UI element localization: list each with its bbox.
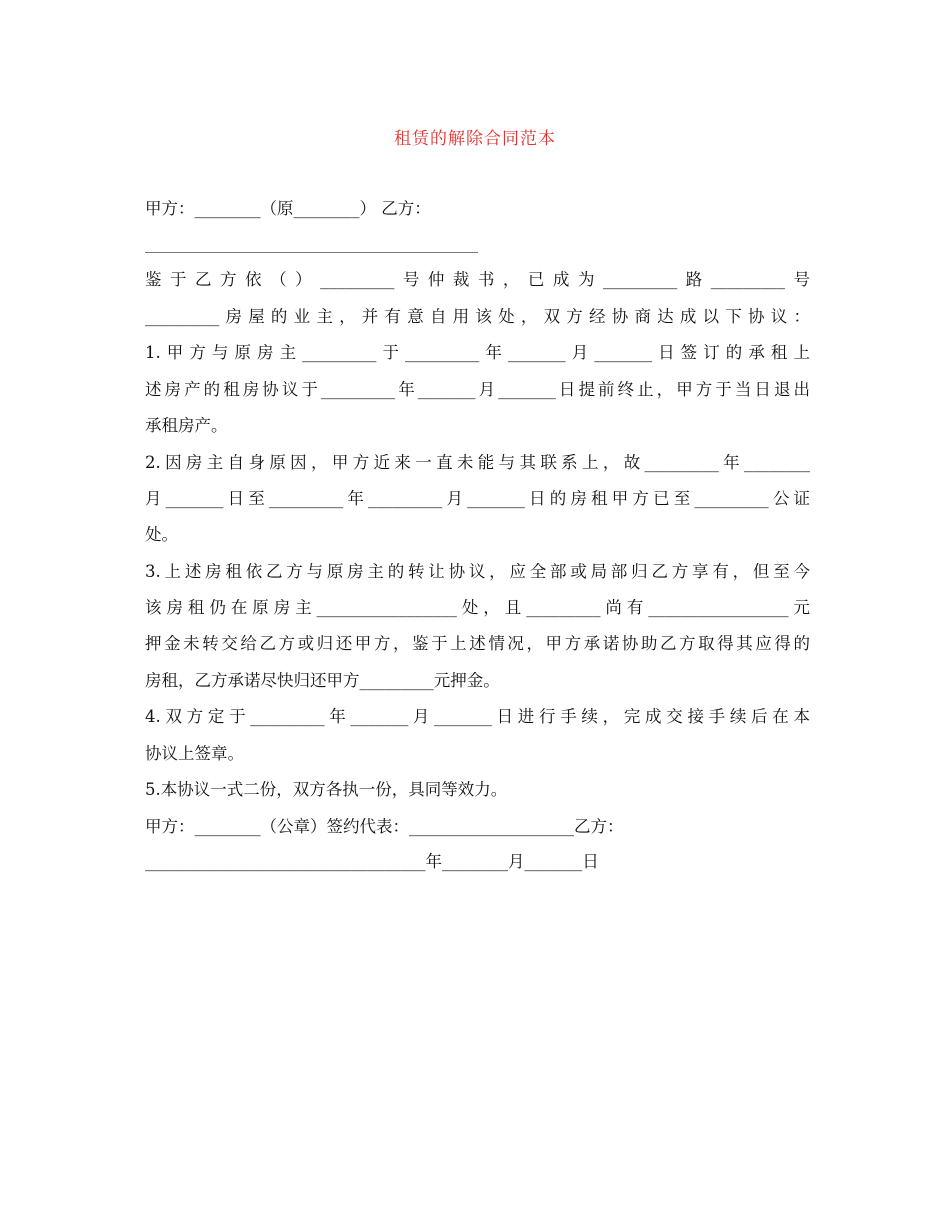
text-line-item4-l1: 4.双方定于_________年_______月_______日进行手续，完成交接手续后在本 — [145, 707, 810, 726]
text-line-item1-l1: 1.甲方与原房主_________于_________年_______月_______日签订的承租上 — [145, 343, 810, 362]
text-line-item3-l4: 房租，乙方承诺尽快归还甲方_________元押金。 — [145, 671, 500, 690]
text-line-item1-l2: 述房产的租房协议于_________年_______月_______日提前终止，甲方于当日退出 — [145, 380, 810, 399]
text-line-para0-l2: _________房屋的业主，并有意自用该处，双方经协商达成以下协议： — [145, 307, 810, 326]
text-line-sign-l1: 甲方：________（公章）签约代表：____________________乙方： — [145, 817, 624, 836]
text-line-item3-l1: 3.上述房租依乙方与原房主的转让协议，应全部或局部归乙方享有，但至今 — [145, 562, 810, 581]
text-line-item1-l3: 承租房产。 — [145, 416, 228, 435]
text-line-item2-l2: 月_______日至_________年_________月_______日的房租甲方已至_________公证 — [145, 489, 810, 508]
document-title: 租赁的解除合同范本 — [394, 129, 556, 149]
text-line-item2-l3: 处。 — [145, 525, 178, 544]
text-line-item2-l1: 2.因房主自身原因，甲方近来一直未能与其联系上，故_________年________ — [145, 453, 810, 472]
signature-underline — [145, 252, 478, 253]
text-line-sign-l2: __________________________________年________月_______日 — [145, 852, 599, 871]
text-line-parties: 甲方：________（原________） 乙方： — [145, 199, 431, 218]
text-line-item5-l1: 5.本协议一式二份，双方各执一份，具同等效力。 — [145, 780, 508, 799]
text-line-para0-l1: 鉴于乙方依（）_________号仲裁书，已成为_________路_________号 — [145, 270, 810, 289]
text-line-item4-l2: 协议上签章。 — [145, 744, 244, 763]
text-line-item3-l2: 该房租仍在原房主_________________处，且_________尚有_________________元 — [145, 598, 810, 617]
text-line-item3-l3: 押金未转交给乙方或归还甲方，鉴于上述情况，甲方承诺协助乙方取得其应得的 — [145, 634, 810, 653]
